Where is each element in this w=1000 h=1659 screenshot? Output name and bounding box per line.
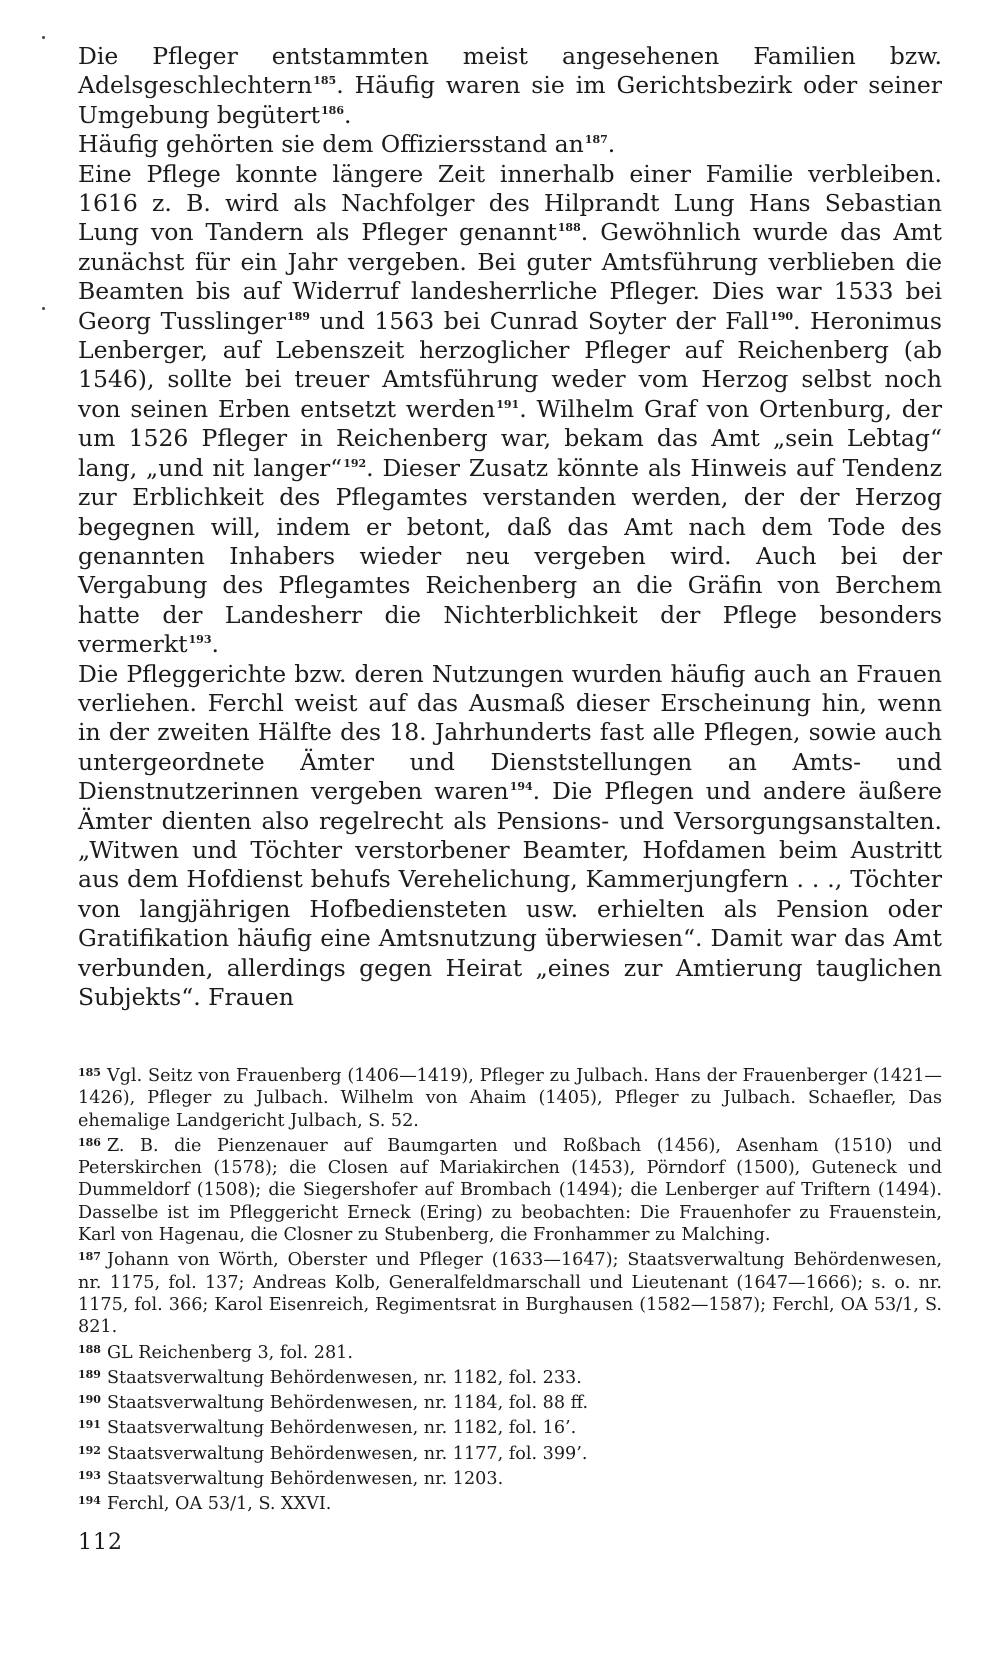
footnote-number: 188 (78, 1342, 101, 1356)
footnote (78, 1132, 942, 1246)
text-segment: Die Pfleggerichte bzw. deren Nutzungen wurden häufig auch an Frauen verliehen. Ferchl weist auf das Ausmaß dieser Erscheinung hin, wenn in der zweiten Hälfte des 18. Jahrhunderts fast alle Pflegen, sowie auch untergeordnete Ämter und Dienststellungen an Amts- und Dienstnutzerinnen vergeben waren (78, 659, 942, 806)
footnote-text: Johann von Wörth, Oberster und Pfleger (1633—1647); Staatsverwaltung Behördenwesen, nr. 1175, fol. 137; Andreas Kolb, Generalfeldmarschall und Lieutenant (1647—1666); s. o. nr. 1175, fol. 366; Karol Eisenreich, Regimentsrat in Burghausen (1582—1587); Ferchl, OA 53/1, S. 821. (78, 1250, 942, 1338)
footnote-text: Staatsverwaltung Behördenwesen, nr. 1203. (106, 1469, 504, 1490)
footnote-reference[interactable]: 185 (313, 74, 337, 88)
margin-mark-middle (42, 307, 45, 310)
footnote-reference[interactable]: 192 (343, 456, 367, 470)
text-segment: . (607, 130, 616, 159)
footnote (78, 1246, 942, 1338)
footnote (78, 1062, 942, 1132)
footnote (78, 1339, 942, 1364)
text-segment: . Häufig waren sie im Gerichtsbezirk oder seiner Umgebung begütert (78, 71, 942, 129)
text-segment: . Dieser Zusatz könnte als Hinweis auf Tendenz zur Erblichkeit des Pflegamtes verstanden werden, der der Herzog begegnen will, indem er betont, daß das Amt nach dem Tode des genannten Inhabers wieder neu vergeben wird. Auch bei der Vergabung des Pflegamtes Reichenberg an die Gräfin von Berchem hatte der Landesherr die Nichterblichkeit der Pflege besonders vermerkt (78, 453, 943, 659)
footnote-number: 186 (78, 1135, 101, 1149)
text-segment: . (211, 630, 219, 659)
footnotes (78, 1062, 942, 1516)
footnote-text: GL Reichenberg 3, fol. 281. (106, 1342, 353, 1363)
footnote-reference[interactable]: 187 (584, 133, 608, 147)
footnote-number: 187 (78, 1250, 101, 1264)
page (78, 42, 942, 1012)
footnote-number: 191 (78, 1418, 101, 1432)
footnote (78, 1490, 942, 1515)
paragraph (78, 660, 942, 1013)
footnote-number: 190 (78, 1393, 101, 1407)
footnote-number: 192 (78, 1443, 101, 1457)
footnote (78, 1389, 942, 1414)
footnote-text: Staatsverwaltung Behördenwesen, nr. 1182, fol. 16’. (106, 1418, 577, 1439)
footnote-text: Staatsverwaltung Behördenwesen, nr. 1177, fol. 399’. (106, 1443, 588, 1464)
footnote-reference[interactable]: 186 (321, 103, 344, 117)
paragraph (78, 42, 942, 130)
main-text (78, 42, 942, 1012)
footnote-reference[interactable]: 190 (770, 309, 794, 323)
footnote-reference[interactable]: 188 (557, 221, 581, 235)
footnote (78, 1465, 942, 1490)
footnote-number: 194 (78, 1494, 101, 1508)
footnote-reference[interactable]: 194 (509, 780, 533, 794)
text-segment: und 1563 bei Cunrad Soyter der Fall (309, 306, 770, 335)
text-segment: Häufig gehörten sie dem Offiziersstand an (78, 130, 584, 159)
paragraph (78, 130, 942, 159)
text-segment: . Wilhelm Graf von Ortenburg, der um 1526 Pfleger in Reichenberg war, bekam das Amt „sein Lebtag“ lang, „und nit langer“ (78, 394, 942, 482)
footnote-number: 189 (78, 1367, 101, 1381)
text-segment: . Heronimus Lenberger, auf Lebenszeit herzoglicher Pfleger auf Reichenberg (ab 1546), sollte bei treuer Amtsführung weder vom Herzog selbst noch von seinen Erben entsetzt werden (78, 306, 942, 423)
footnote-reference[interactable]: 189 (286, 309, 310, 323)
footnote-text: Staatsverwaltung Behördenwesen, nr. 1184, fol. 88 ff. (106, 1393, 589, 1414)
text-segment: Die Pfleger entstammten meist angesehenen Familien bzw. Adelsgeschlechtern (78, 42, 942, 100)
footnote-text: Vgl. Seitz von Frauenberg (1406—1419), Pfleger zu Julbach. Hans der Frauenberger (1421—1426), Pfleger zu Julbach. Wilhelm von Ahaim (1405), Pfleger zu Julbach. Schaefler, Das ehemalige Landgericht Julbach, S. 52. (78, 1066, 942, 1131)
text-segment: . (344, 100, 352, 129)
footnote (78, 1414, 942, 1439)
footnote (78, 1364, 942, 1389)
text-segment: Eine Pflege konnte längere Zeit innerhalb einer Familie verbleiben. 1616 z. B. wird als Nachfolger des Hilprandt Lung Hans Sebastian Lung von Tandern als Pfleger genannt (78, 159, 942, 247)
text-segment: . Die Pflegen und andere äußere Ämter dienten also regelrecht als Pensions- und Versorgungsanstalten. „Witwen und Töchter verstorbener Beamter, Hofdamen beim Austritt aus dem Hofdienst behufs Verehelichung, Kammerjungfern . . ., Töchter von langjährigen Hofbediensteten usw. erhielten als Pension oder Gratifikation häufig eine Amtsnutzung überwiesen“. Damit war das Amt verbunden, allerdings gegen Heirat „eines zur Amtierung tauglichen Subjekts“. Frauen (78, 777, 942, 1011)
footnote-text: Ferchl, OA 53/1, S. XXVI. (106, 1494, 332, 1515)
page-number: 112 (78, 1530, 123, 1555)
footnote-number: 185 (78, 1066, 101, 1079)
footnote-text: Z. B. die Pienzenauer auf Baumgarten und Roßbach (1456), Asenham (1510) und Peterskirchen (1578); die Closen auf Mariakirchen (1453), Pörndorf (1500), Guteneck und Dummeldorf (1508); die Siegershofer auf Brombach (1494); die Lenberger auf Triftern (1494). Dasselbe ist im Pfleggericht Erneck (Ering) zu beobachten: Die Frauenhofer zu Frauenstein, Karl von Hagenau, die Closner zu Stubenberg, die Fronhammer zu Malching. (78, 1135, 942, 1246)
margin-mark-top (42, 36, 45, 39)
footnote-text: Staatsverwaltung Behördenwesen, nr. 1182, fol. 233. (106, 1367, 582, 1388)
footnote-reference[interactable]: 191 (496, 397, 520, 411)
footnote-reference[interactable]: 193 (188, 633, 212, 647)
footnote-number: 193 (78, 1469, 101, 1483)
paragraph (78, 160, 942, 660)
text-segment: . Gewöhnlich wurde das Amt zunächst für ein Jahr vergeben. Bei guter Amtsführung verblieben die Beamten bis auf Widerruf landesherrliche Pfleger. Dies war 1533 bei Georg Tusslinger (78, 218, 942, 335)
footnote (78, 1440, 942, 1465)
